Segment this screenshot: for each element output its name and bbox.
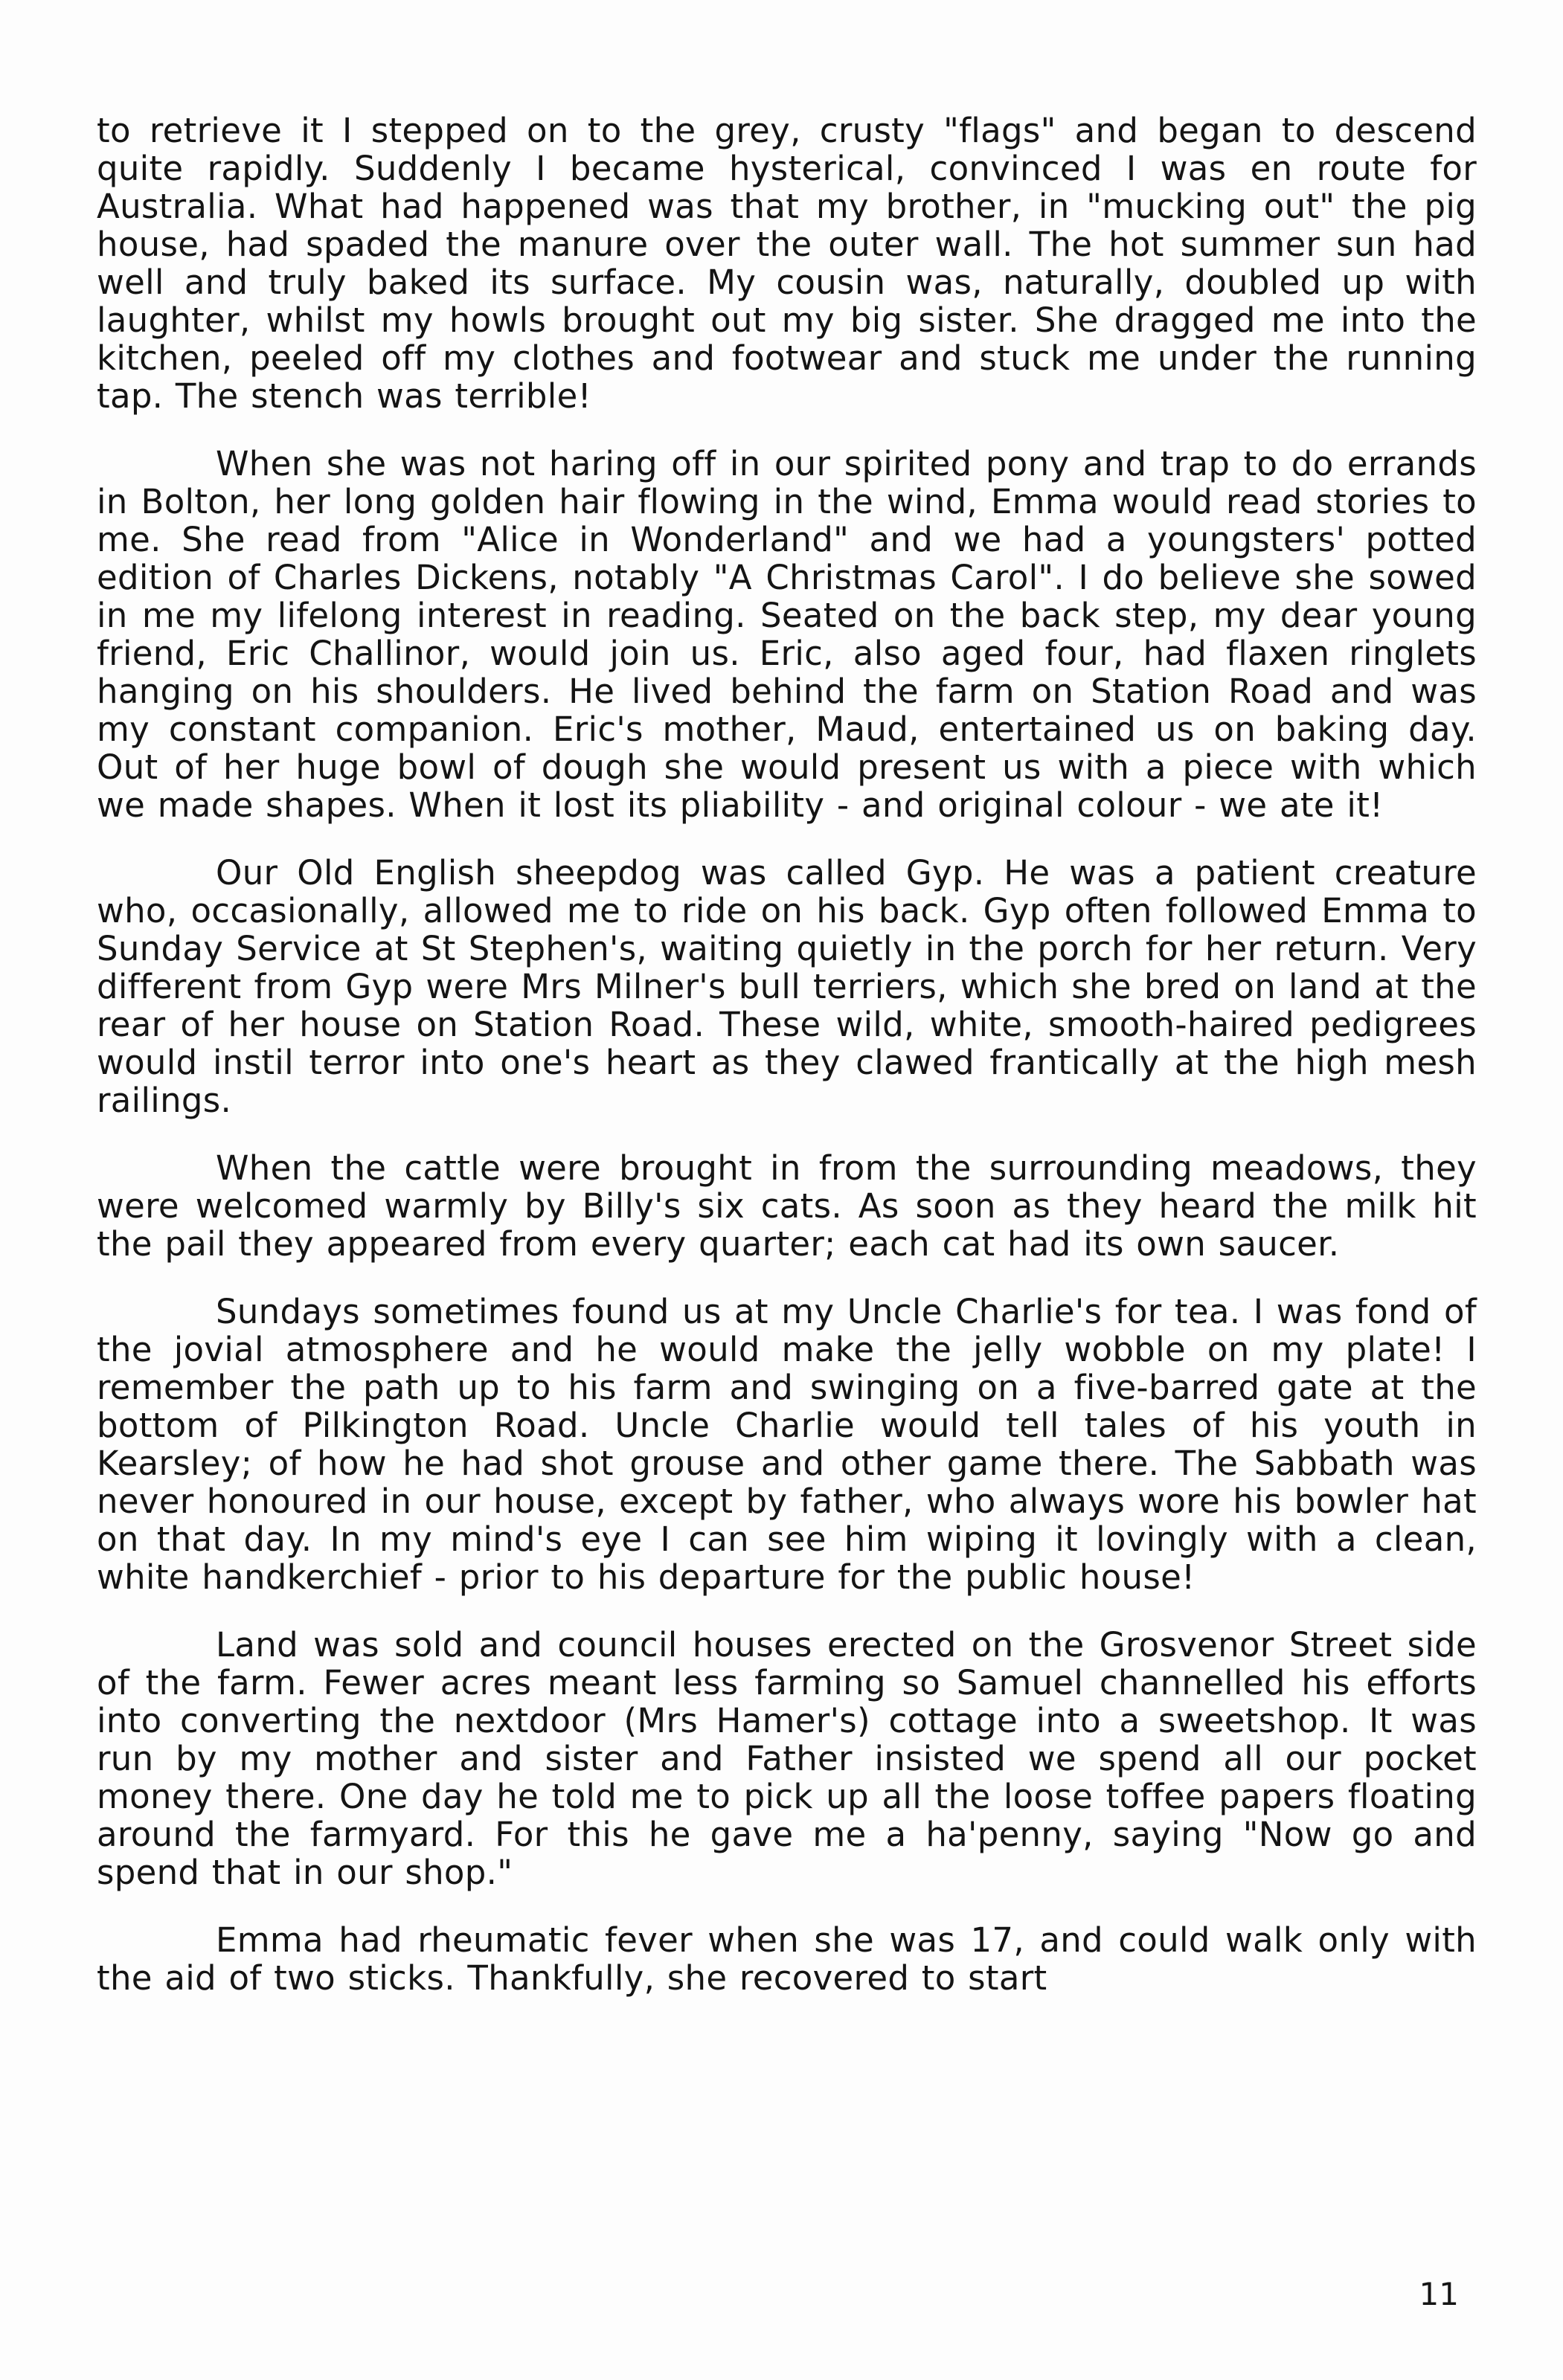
paragraph: Our Old English sheepdog was called Gyp. He was a patient creature who, occasionally, allowed me to ride on his back. Gyp often followed Emma to Sunday Service at St Stephen's, waiting quietly in the porch for her return. Very different from Gyp were Mrs Milner's bull terriers, which she bred on land at the rear of her house on Station Road. These wild, white, smooth-haired pedigrees would instil terror into one's heart as they clawed frantically at the high mesh railings. <box>97 853 1477 1120</box>
page-number: 11 <box>1419 2276 1459 2312</box>
paragraph: Sundays sometimes found us at my Uncle Charlie's for tea. I was fond of the jovial atmosphere and he would make the jelly wobble on my plate! I remember the path up to his farm and swinging on a five-barred gate at the bottom of Pilkington Road. Uncle Charlie would tell tales of his youth in Kearsley; of how he had shot grouse and other game there. The Sabbath was never honoured in our house, except by father, who always wore his bowler hat on that day. In my mind's eye I can see him wiping it lovingly with a clean, white handkerchief - prior to his departure for the public house! <box>97 1292 1477 1597</box>
paragraph: When she was not haring off in our spirited pony and trap to do errands in Bolton, her long golden hair flowing in the wind, Emma would read stories to me. She read from "Alice in Wonderland" and we had a youngsters' potted edition of Charles Dickens, notably "A Christmas Carol". I do believe she sowed in me my lifelong interest in reading. Seated on the back step, my dear young friend, Eric Challinor, would join us. Eric, also aged four, had flaxen ringlets hanging on his shoulders. He lived behind the farm on Station Road and was my constant companion. Eric's mother, Maud, entertained us on baking day. Out of her huge bowl of dough she would present us with a piece with which we made shapes. When it lost its pliability - and original colour - we ate it! <box>97 444 1477 825</box>
paragraph: Emma had rheumatic fever when she was 17, and could walk only with the aid of two sticks. Thankfully, she recovered to start <box>97 1920 1477 1998</box>
paragraph: to retrieve it I stepped on to the grey, crusty "flags" and began to descend quite rapidly. Suddenly I became hysterical, convinced I was en route for Australia. What had happened was that my brother, in "mucking out" the pig house, had spaded the manure over the outer wall. The hot summer sun had well and truly baked its surface. My cousin was, naturally, doubled up with laughter, whilst my howls brought out my big sister. She dragged me into the kitchen, peeled off my clothes and footwear and stuck me under the running tap. The stench was terrible! <box>97 111 1477 416</box>
paragraph: Land was sold and council houses erected on the Grosvenor Street side of the farm. Fewer acres meant less farming so Samuel channelled his efforts into converting the nextdoor (Mrs Hamer's) cottage into a sweetshop. It was run by my mother and sister and Father insisted we spend all our pocket money there. One day he told me to pick up all the loose toffee papers floating around the farmyard. For this he gave me a ha'penny, saying "Now go and spend that in our shop." <box>97 1625 1477 1892</box>
body-text <box>97 112 1477 1997</box>
paragraph: When the cattle were brought in from the surrounding meadows, they were welcomed warmly by Billy's six cats. As soon as they heard the milk hit the pail they appeared from every quarter; each cat had its own saucer. <box>97 1148 1477 1264</box>
